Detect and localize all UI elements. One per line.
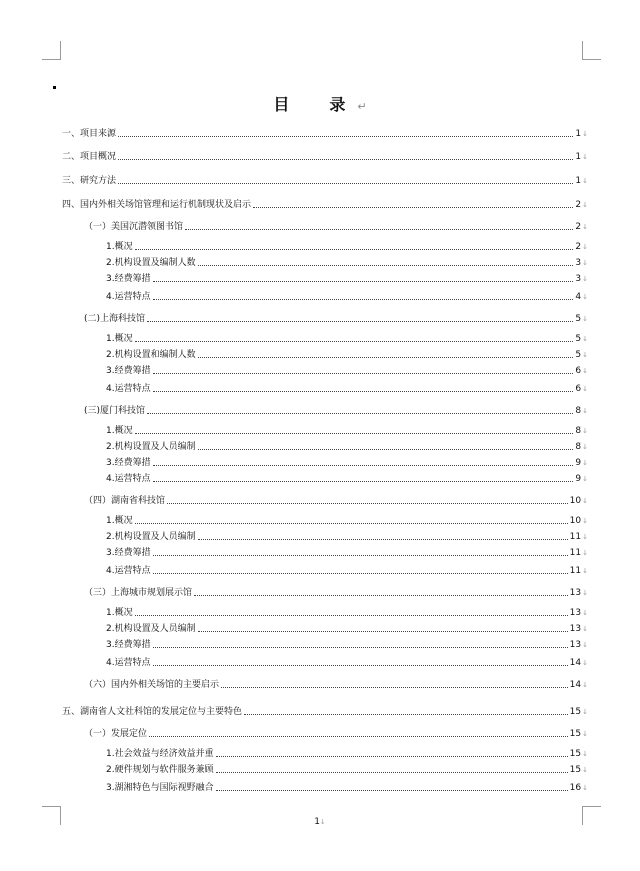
toc-entry-page: 10 <box>569 516 582 526</box>
toc-entry[interactable] <box>106 621 588 635</box>
paragraph-mark: ↓ <box>582 385 588 393</box>
toc-entry-page: 1 <box>575 176 582 186</box>
toc-entry-page: 13 <box>569 588 582 598</box>
toc-entry-page: 11 <box>569 532 582 542</box>
toc-entry[interactable] <box>106 637 588 651</box>
toc-entry-label: （六）国内外相关场馆的主要启示 <box>84 680 220 690</box>
toc-entry-page: 15 <box>569 765 582 775</box>
toc-entry-label: 2.机构设置及编制人数 <box>106 258 196 268</box>
paragraph-mark: ↓ <box>582 567 588 575</box>
dot-leader <box>147 320 573 322</box>
toc-entry-label: (二)上海科技馆 <box>84 314 146 324</box>
toc-entry-label: （三）上海城市规划展示馆 <box>84 588 193 598</box>
paragraph-mark: ↓ <box>582 625 588 633</box>
toc-entry[interactable] <box>84 585 588 599</box>
dot-leader <box>153 664 568 666</box>
paragraph-mark: ↓ <box>582 681 588 689</box>
dot-leader <box>153 646 568 648</box>
paragraph-mark: ↓ <box>582 443 588 451</box>
toc-entry-label: 3.经费筹措 <box>106 548 151 558</box>
paragraph-mark: ↓ <box>582 641 588 649</box>
toc-entry-page: 14 <box>569 680 582 690</box>
toc-entry-page: 4 <box>575 292 582 302</box>
toc-entry-page: 3 <box>575 274 582 284</box>
paragraph-mark: ↓ <box>582 730 588 738</box>
toc-entry-page: 11 <box>569 566 582 576</box>
dot-leader <box>167 502 568 504</box>
toc-entry[interactable] <box>62 126 588 140</box>
dot-leader <box>135 432 574 434</box>
paragraph-mark: ↓ <box>582 259 588 267</box>
page-number: 1 <box>314 817 320 827</box>
dot-leader <box>194 594 568 596</box>
dot-leader <box>153 298 574 300</box>
dot-leader <box>149 735 568 737</box>
toc-entry-label: 1.概况 <box>106 334 133 344</box>
dot-leader <box>198 264 574 266</box>
toc-entry-label: 2.硬件规划与软件服务兼顾 <box>106 765 214 775</box>
toc-entry-page: 8 <box>575 426 582 436</box>
toc-entry[interactable] <box>84 219 588 233</box>
toc-entry[interactable] <box>106 239 588 253</box>
dot-leader <box>221 686 568 688</box>
toc-entry[interactable] <box>106 455 588 469</box>
dot-leader <box>198 448 574 450</box>
toc-entry[interactable] <box>106 289 588 303</box>
toc-entry-label: 3.经费筹措 <box>106 458 151 468</box>
toc-entry-page: 16 <box>569 783 582 793</box>
dot-leader <box>118 158 573 160</box>
paragraph-mark: ↓ <box>582 549 588 557</box>
toc-entry-page: 14 <box>569 658 582 668</box>
toc-entry-page: 1 <box>575 152 582 162</box>
toc-entry-label: (三)厦门科技馆 <box>84 406 146 416</box>
paragraph-mark: ↓ <box>582 335 588 343</box>
paragraph-mark: ↓ <box>582 177 588 185</box>
toc-entry-page: 10 <box>569 496 582 506</box>
toc-entry-page: 9 <box>575 474 582 484</box>
toc-entry-page: 15 <box>569 729 582 739</box>
dot-leader <box>216 755 568 757</box>
toc-title-text: 目 录 <box>273 95 358 114</box>
toc-entry[interactable] <box>106 363 588 377</box>
dot-leader <box>153 372 574 374</box>
dot-leader <box>153 572 568 574</box>
toc-entry-page: 15 <box>569 707 582 717</box>
toc-entry[interactable] <box>106 271 588 285</box>
toc-entry-label: 三、研究方法 <box>62 176 117 186</box>
toc-entry[interactable] <box>106 746 588 760</box>
toc-entry-label: 五、湖南省人文社科馆的发展定位与主要特色 <box>62 707 243 717</box>
paragraph-mark: ↓ <box>582 497 588 505</box>
toc-entry-label: 2.机构设置及人员编制 <box>106 442 196 452</box>
toc-entry-label: 1.社会效益与经济效益并重 <box>106 749 214 759</box>
dot-leader <box>153 464 574 466</box>
paragraph-mark: ↓ <box>582 475 588 483</box>
toc-entry-page: 1 <box>575 129 582 139</box>
toc-entry[interactable] <box>84 493 588 507</box>
dot-leader <box>244 713 568 715</box>
paragraph-mark: ↓ <box>582 351 588 359</box>
toc-entry[interactable] <box>106 255 588 269</box>
toc-entry-label: （一）发展定位 <box>84 729 148 739</box>
toc-entry-label: 3.经费筹措 <box>106 366 151 376</box>
toc-entry-label: （四）湖南省科技馆 <box>84 496 166 506</box>
toc-entry-page: 13 <box>569 624 582 634</box>
paragraph-mark: ↓ <box>582 784 588 792</box>
dot-leader <box>153 480 574 482</box>
toc-entry-page: 8 <box>575 442 582 452</box>
paragraph-mark: ↓ <box>582 766 588 774</box>
dot-leader <box>147 412 573 414</box>
toc-entry[interactable] <box>106 655 588 669</box>
dot-leader <box>253 206 573 208</box>
toc-entry-label: 4.运营特点 <box>106 384 151 394</box>
toc-entry-label: 1.概况 <box>106 608 133 618</box>
toc-entry[interactable] <box>106 381 588 395</box>
paragraph-mark: ↓ <box>582 407 588 415</box>
toc-entry[interactable] <box>62 197 588 211</box>
paragraph-mark: ↓ <box>582 275 588 283</box>
toc-entry-page: 2 <box>575 242 582 252</box>
toc-entry-page: 9 <box>575 458 582 468</box>
toc-entry[interactable] <box>106 423 588 437</box>
paragraph-mark: ↓ <box>582 427 588 435</box>
dot-leader <box>135 248 574 250</box>
toc-entry-label: 2.机构设置及人员编制 <box>106 624 196 634</box>
paragraph-mark: ↓ <box>582 243 588 251</box>
toc-entry-label: 4.运营特点 <box>106 658 151 668</box>
paragraph-mark: ↓ <box>582 708 588 716</box>
dot-leader <box>198 630 568 632</box>
toc-entry[interactable] <box>106 780 588 794</box>
toc-entry-label: 4.运营特点 <box>106 474 151 484</box>
dot-leader <box>135 340 574 342</box>
toc-entry-page: 6 <box>575 384 582 394</box>
paragraph-mark: ↓ <box>582 517 588 525</box>
paragraph-mark: ↓ <box>582 750 588 758</box>
paragraph-mark: ↓ <box>582 659 588 667</box>
paragraph-mark: ↵ <box>357 100 367 113</box>
toc-entry-label: （一）美国沉潜领图书馆 <box>84 222 184 232</box>
dot-leader <box>198 538 568 540</box>
toc-entry-page: 5 <box>575 314 582 324</box>
toc-entry[interactable] <box>106 545 588 559</box>
paragraph-mark: ↓ <box>582 201 588 209</box>
toc-entry-label: 1.概况 <box>106 426 133 436</box>
toc-entry[interactable] <box>84 677 588 691</box>
toc-entry-page: 11 <box>569 548 582 558</box>
toc-entry-label: 2.机构设置及人员编制 <box>106 532 196 542</box>
toc-entry[interactable] <box>62 173 588 187</box>
toc-entry[interactable] <box>106 762 588 776</box>
toc-entry-page: 2 <box>575 200 582 210</box>
toc-entry-label: 4.运营特点 <box>106 292 151 302</box>
dot-leader <box>185 228 573 230</box>
toc-entry[interactable] <box>62 704 588 718</box>
dot-leader <box>118 135 573 137</box>
paragraph-mark: ↓ <box>319 818 326 826</box>
paragraph-mark: ↓ <box>582 589 588 597</box>
paragraph-mark: ↓ <box>582 293 588 301</box>
paragraph-mark: ↓ <box>582 130 588 138</box>
paragraph-mark: ↓ <box>582 223 588 231</box>
toc-entry[interactable] <box>106 605 588 619</box>
toc-entry-page: 13 <box>569 608 582 618</box>
paragraph-mark: ↓ <box>582 315 588 323</box>
toc-entry-page: 5 <box>575 350 582 360</box>
dot-leader <box>153 280 574 282</box>
toc-entry[interactable] <box>84 403 588 417</box>
paragraph-mark: ↓ <box>582 609 588 617</box>
toc-entry-label: 1.概况 <box>106 242 133 252</box>
toc-entry[interactable] <box>106 347 588 361</box>
toc-entry-page: 8 <box>575 406 582 416</box>
page-footer <box>0 817 640 827</box>
dot-leader <box>216 789 568 791</box>
dot-leader <box>153 554 568 556</box>
toc-entry-label: 3.经费筹措 <box>106 640 151 650</box>
toc-entry-page: 3 <box>575 258 582 268</box>
toc-entry[interactable] <box>106 439 588 453</box>
dot-leader <box>135 522 568 524</box>
toc-entry-page: 15 <box>569 749 582 759</box>
dot-leader <box>198 356 574 358</box>
paragraph-mark: ↓ <box>582 367 588 375</box>
toc-entry-label: 二、项目概况 <box>62 152 117 162</box>
toc-entry[interactable] <box>84 726 588 740</box>
toc-entry-label: 四、国内外相关场馆管理和运行机制现状及启示 <box>62 200 252 210</box>
toc-entry[interactable] <box>84 311 588 325</box>
toc-entry-page: 5 <box>575 334 582 344</box>
toc-entry-page: 2 <box>575 222 582 232</box>
toc-entry-page: 13 <box>569 640 582 650</box>
dot-leader <box>135 614 568 616</box>
toc-entry-label: 3.湖湘特色与国际视野融合 <box>106 783 214 793</box>
paragraph-mark: ↓ <box>582 533 588 541</box>
dot-leader <box>153 390 574 392</box>
toc-entry[interactable] <box>106 563 588 577</box>
toc-entry[interactable] <box>106 529 588 543</box>
paragraph-mark: ↓ <box>582 153 588 161</box>
toc-entry[interactable] <box>106 471 588 485</box>
toc-entry-label: 2.机构设置和编制人数 <box>106 350 196 360</box>
paragraph-mark: ↓ <box>582 459 588 467</box>
dot-leader <box>216 771 568 773</box>
toc-entry-label: 4.运营特点 <box>106 566 151 576</box>
toc-entry-label: 3.经费筹措 <box>106 274 151 284</box>
dot-leader <box>118 182 573 184</box>
toc-entry-label: 一、项目来源 <box>62 129 117 139</box>
toc-entry[interactable] <box>106 331 588 345</box>
toc-entry[interactable] <box>62 149 588 163</box>
toc-entry-label: 1.概况 <box>106 516 133 526</box>
toc-entry-page: 6 <box>575 366 582 376</box>
toc-entry[interactable] <box>106 513 588 527</box>
